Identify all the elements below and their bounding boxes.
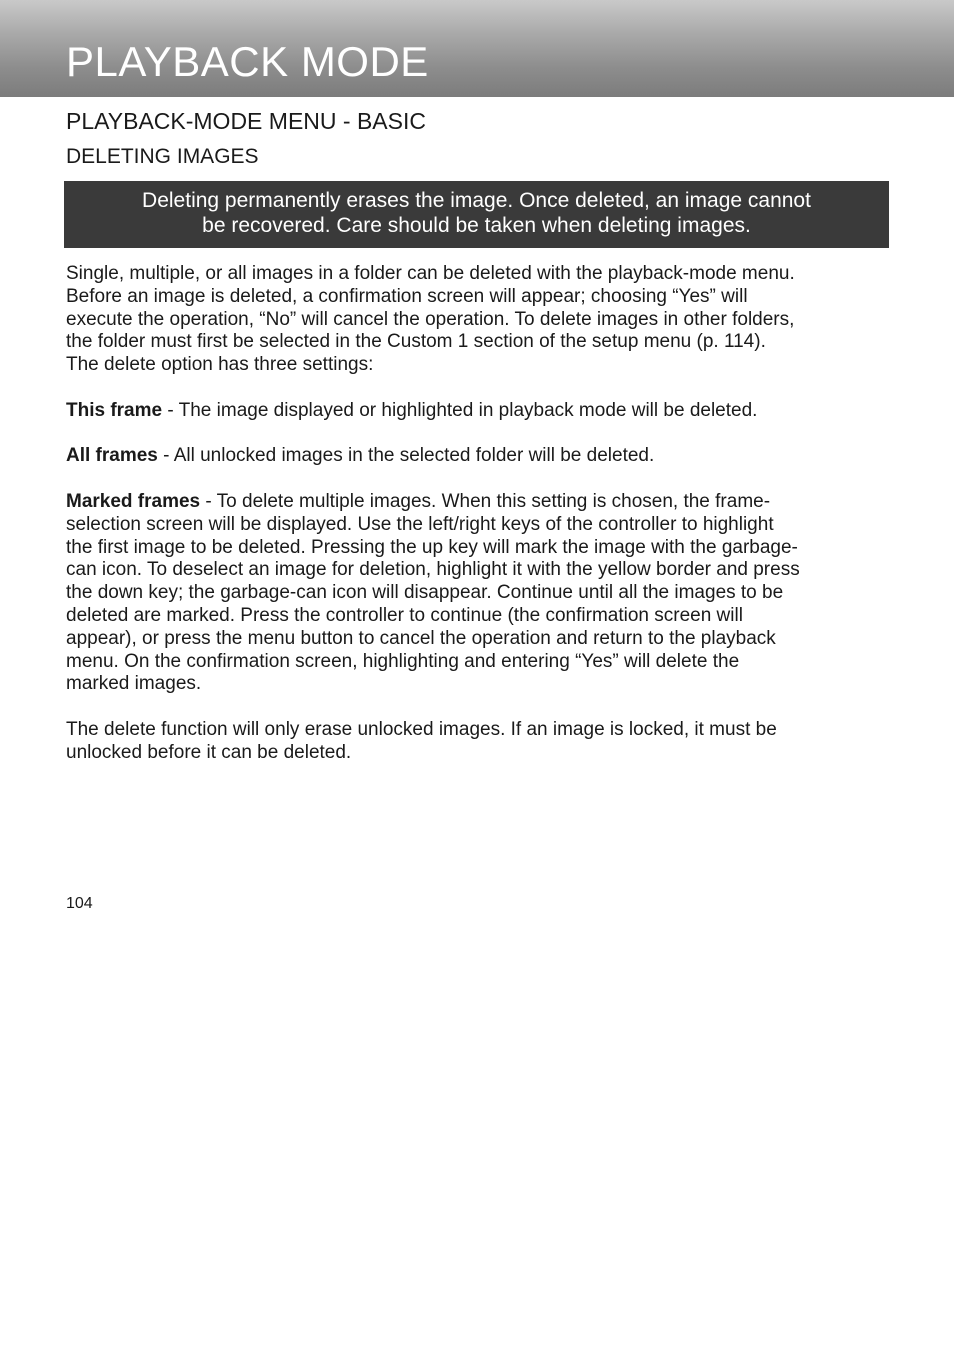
this-frame-paragraph [66, 400, 896, 423]
locked-note-line: The delete function will only erase unlocked images. If an image is locked, it must be [66, 718, 777, 740]
paragraph-gap [66, 696, 896, 719]
marked-frames-first-line [66, 491, 896, 514]
this-frame-description: - The image displayed or highlighted in playback mode will be deleted. [162, 399, 758, 421]
warning-line-1: Deleting permanently erases the image. Once deleted, an image cannot [142, 189, 811, 212]
all-frames-term: All frames [66, 445, 158, 467]
warning-line-2: be recovered. Care should be taken when deleting images. [202, 214, 751, 237]
marked-frames-line: deleted are marked. Press the controller to continue (the confirmation screen will [66, 604, 743, 626]
marked-frames-description: - To delete multiple images. When this setting is chosen, the frame- [200, 490, 771, 512]
this-frame-term: This frame [66, 399, 163, 421]
page-number: 104 [66, 895, 93, 912]
intro-line: the folder must first be selected in the Custom 1 section of the setup menu (p. 114). [66, 331, 766, 353]
marked-frames-line: the down key; the garbage-can icon will disappear. Continue until all the images to be [66, 582, 784, 604]
marked-frames-line: can icon. To deselect an image for deletion, highlight it with the yellow border and press [66, 559, 800, 581]
marked-frames-term: Marked frames [66, 490, 201, 512]
intro-line: Single, multiple, or all images in a folder can be deleted with the playback-mode menu. [66, 263, 795, 284]
marked-frames-line: menu. On the confirmation screen, highlighting and entering “Yes” will delete the [66, 650, 740, 672]
locked-note-line: unlocked before it can be deleted. [66, 741, 352, 763]
all-frames-description: - All unlocked images in the selected folder will be deleted. [157, 445, 655, 467]
marked-frames-line: appear), or press the menu button to cancel the operation and return to the playback [66, 627, 776, 649]
marked-frames-line: selection screen will be displayed. Use the left/right keys of the controller to highlight [66, 513, 774, 535]
intro-line: Before an image is deleted, a confirmation screen will appear; choosing “Yes” will [66, 285, 748, 307]
marked-frames-line: the first image to be deleted. Pressing the up key will mark the image with the garbage- [66, 536, 798, 558]
paragraph-gap [66, 423, 896, 446]
section-title: PLAYBACK-MODE MENU - BASIC [66, 108, 426, 134]
header-band [0, 0, 954, 97]
paragraph-gap [66, 468, 896, 491]
intro-line: The delete option has three settings: [66, 354, 374, 376]
all-frames-paragraph [66, 445, 896, 468]
body-text [66, 263, 896, 765]
subsection-title: DELETING IMAGES [66, 145, 259, 168]
warning-box [64, 181, 889, 248]
intro-line: execute the operation, “No” will cancel the operation. To delete images in other folders, [66, 308, 795, 330]
marked-frames-line: marked images. [66, 673, 202, 695]
page-title: PLAYBACK MODE [66, 38, 429, 85]
paragraph-gap [66, 377, 896, 400]
